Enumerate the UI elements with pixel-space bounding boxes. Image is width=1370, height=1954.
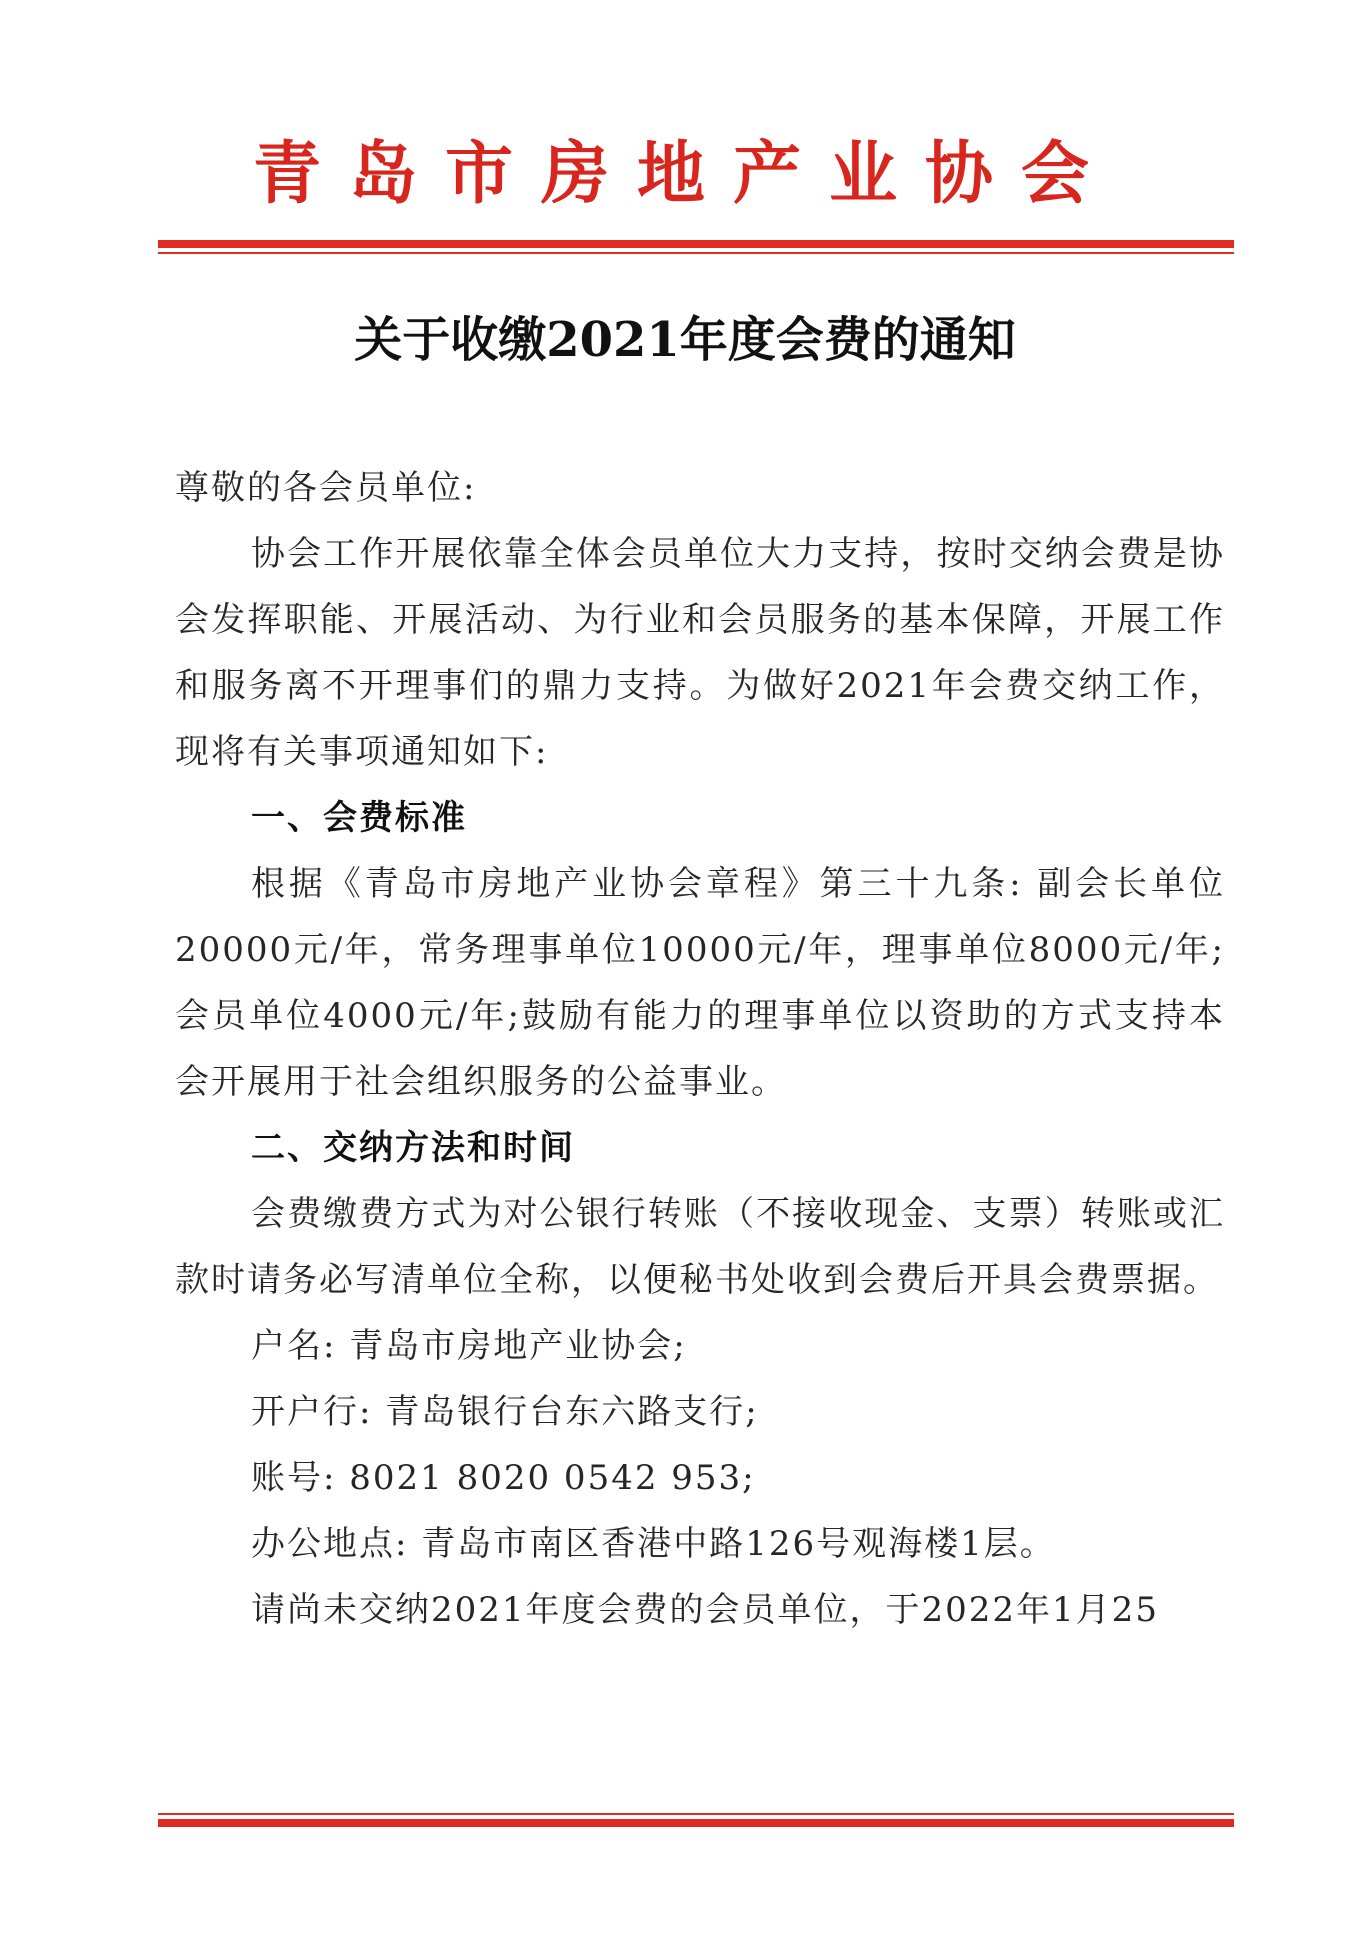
rule-thick-line — [158, 240, 1234, 248]
section-heading-fee-standard: 一、会费标准 — [251, 798, 467, 838]
account-number: 账号: 8021 8020 0542 953; — [251, 1458, 756, 1498]
closing-paragraph: 请尚未交纳2021年度会费的会员单位，于2022年1月25 — [251, 1590, 1159, 1630]
document-body — [175, 455, 1225, 1643]
letterhead-rule-top — [158, 240, 1234, 254]
account-bank: 开户行: 青岛银行台东六路支行; — [251, 1392, 759, 1432]
letterhead-organization: 青岛市房地产业协会 — [252, 134, 1117, 214]
account-name: 户名: 青岛市房地产业协会; — [251, 1326, 687, 1366]
salutation: 尊敬的各会员单位: — [175, 468, 477, 508]
section-heading-payment-method: 二、交纳方法和时间 — [251, 1128, 575, 1168]
footer-rule — [158, 1813, 1234, 1827]
document-title: 关于收缴2021年度会费的通知 — [354, 312, 1016, 368]
section-paragraph-fee-standard: 根据《青岛市房地产业协会章程》第三十九条: 副会长单位20000元/年，常务理事单位10000元/年，理事单位8000元/年;会员单位4000元/年;鼓励有能力的理事单位以资助的方式支持本会开展用于社会组织服务的公益事业。 — [175, 864, 1225, 1102]
office-address: 办公地点: 青岛市南区香港中路126号观海楼1层。 — [251, 1524, 1056, 1564]
rule-thick-line — [158, 1819, 1234, 1827]
intro-paragraph: 协会工作开展依靠全体会员单位大力支持，按时交纳会费是协会发挥职能、开展活动、为行业和会员服务的基本保障，开展工作和服务离不开理事们的鼎力支持。为做好2021年会费交纳工作，现将有关事项通知如下: — [175, 534, 1225, 772]
rule-thin-line — [158, 1813, 1234, 1815]
section-paragraph-payment-method: 会费缴费方式为对公银行转账（不接收现金、支票）转账或汇款时请务必写清单位全称，以便秘书处收到会费后开具会费票据。 — [175, 1194, 1225, 1300]
rule-thin-line — [158, 252, 1234, 254]
